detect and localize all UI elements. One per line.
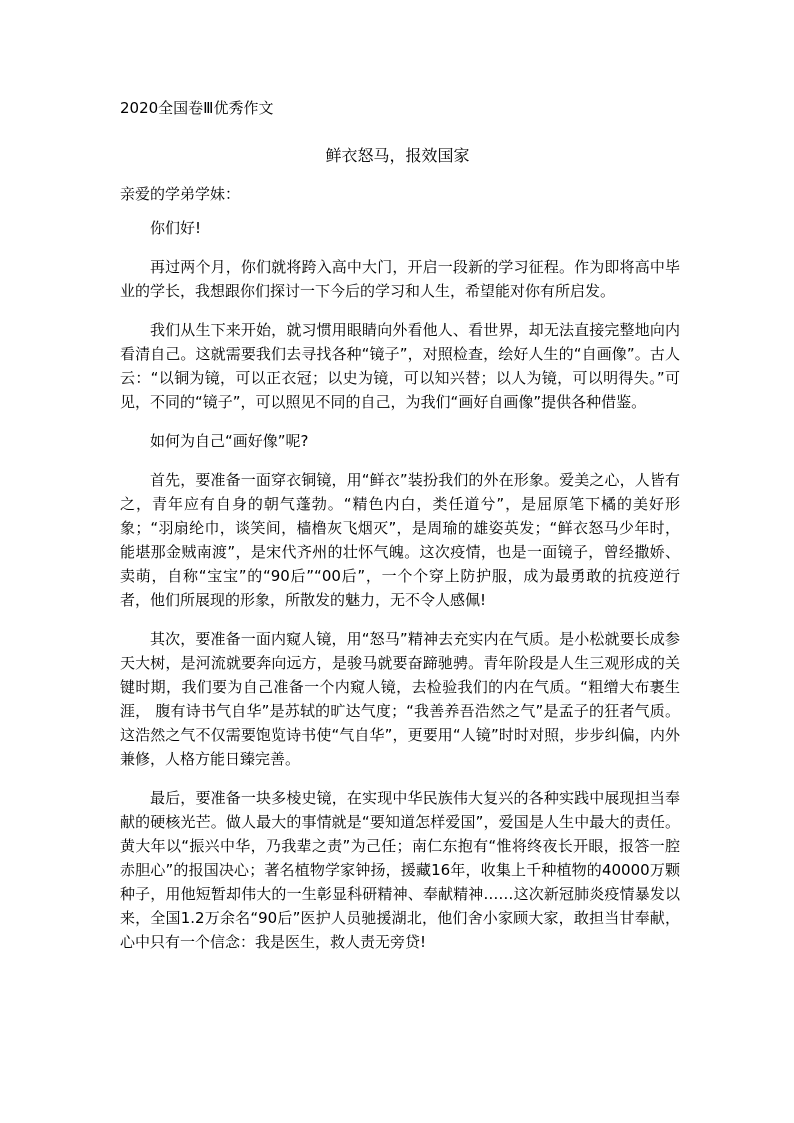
paragraph-mirrors: 我们从生下来开始，就习惯用眼睛向外看他人、看世界，却无法直接完整地向内看清自己。这就需要我们去寻找各种“镜子”，对照检查，绘好人生的“自画像”。古人云：“以铜为镜，可以正衣冠；以史为镜，可以知兴替；以人为镜，可以明得失。”可见，不同的“镜子”，可以照见不同的自己，为我们“画好自画像”提供各种借鉴。 <box>120 321 680 411</box>
paragraph-second: 其次，要准备一面内窥人镜，用“怒马”精神去充实内在气质。是小松就要长成参天大树，是河流就要奔向远方，是骏马就要奋蹄驰骋。青年阶段是人生三观形成的关键时期，我们要为自己准备一个内窥人镜，去检验我们的内在气质。“粗缯大布裹生涯， 腹有诗书气自华”是苏轼的旷达气度；“我善养吾浩然之气”是孟子的狂者气质。这浩然之气不仅需要饱览诗书使“气自华”，更要用“人镜”时时对照，步步纠偏，内外兼修，人格方能日臻完善。 <box>120 630 680 768</box>
salutation: 亲爱的学弟学妹： <box>120 185 241 203</box>
document-header: 2020全国卷Ⅲ优秀作文 <box>120 99 274 117</box>
essay-title: 鲜衣怒马，报效国家 <box>325 146 470 165</box>
paragraph-third: 最后，要准备一块多棱史镜，在实现中华民族伟大复兴的各种实践中展现担当奉献的硬核光芒。做人最大的事情就是“要知道怎样爱国”，爱国是人生中最大的责任。黄大年以“振兴中华，乃我辈之责”为己任；南仁东抱有“惟将终夜长开眼，报答一腔赤胆心”的报国决心；著名植物学家钟扬，援藏16年，收集上千种植物的40000万颗种子，用他短暂却伟大的一生彰显科研精神、奉献精神……这次新冠肺炎疫情暴发以来，全国1.2万余名“90后”医护人员驰援湖北，他们舍小家顾大家，敢担当甘奉献，心中只有一个信念：我是医生，救人责无旁贷! <box>120 789 680 951</box>
paragraph-greeting: 你们好! <box>150 219 202 237</box>
paragraph-question: 如何为自己“画好像”呢? <box>150 432 309 450</box>
paragraph-first: 首先，要准备一面穿衣铜镜，用“鲜衣”装扮我们的外在形象。爱美之心，人皆有之，青年应有自身的朝气蓬勃。“精色内白，类任道兮”，是屈原笔下橘的美好形象；“羽扇纶巾，谈笑间，樯橹灰飞烟灭”，是周瑜的雄姿英发；“鲜衣怒马少年时，能堪那金贼南渡”，是宋代齐州的壮怀气魄。这次疫情，也是一面镜子，曾经撒娇、卖萌，自称“宝宝”的“90后”“00后”，一个个穿上防护服，成为最勇敢的抗疫逆行者，他们所展现的形象，所散发的魅力，无不令人感佩! <box>120 471 680 609</box>
paragraph-intro: 再过两个月，你们就将跨入高中大门，开启一段新的学习征程。作为即将高中毕业的学长，我想跟你们探讨一下今后的学习和人生，希望能对你有所启发。 <box>120 258 680 300</box>
essay-body <box>120 216 680 969</box>
